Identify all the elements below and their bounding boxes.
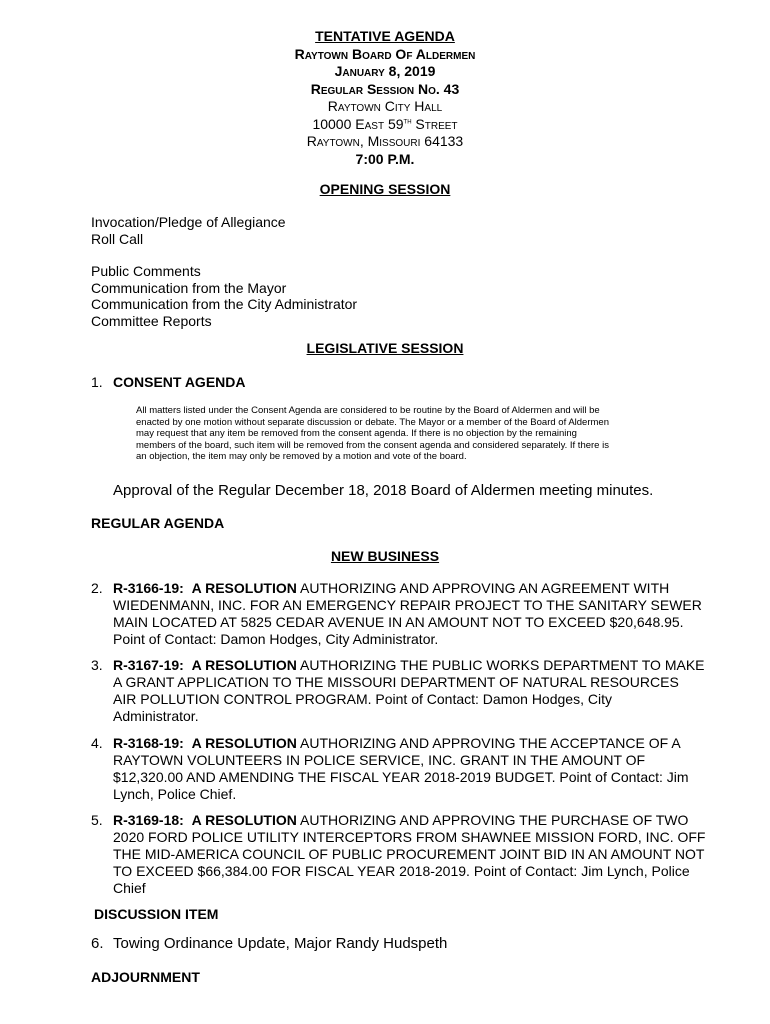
resolution-line: Lynch, Police Chief. (113, 786, 237, 802)
opening-item: Roll Call (91, 230, 144, 247)
resolution-line: Administrator. (113, 708, 199, 724)
meeting-city: Raytown, Missouri 64133 (306, 133, 464, 149)
resolution-code: R-3167-19: (113, 657, 184, 673)
resolution-line: Chief (113, 880, 146, 896)
opening-item: Communication from the Mayor (91, 279, 287, 296)
resolution-label: A RESOLUTION (191, 580, 297, 596)
opening-session-title: OPENING SESSION (319, 181, 451, 197)
consent-note-line: may request that any item be removed from the consent agenda. If there is no objection by the remaining (136, 428, 577, 440)
resolution-line (113, 580, 713, 597)
opening-list-b (91, 263, 357, 329)
legislative-session-title: LEGISLATIVE SESSION (306, 340, 464, 356)
consent-note-line: members of the board, such item will be removed from the consent agenda and considered separately. If there is (136, 439, 609, 451)
resolution-label: A RESOLUTION (191, 657, 297, 673)
consent-number: 1. (91, 374, 103, 390)
resolution-line: A GRANT APPLICATION TO THE MISSOURI DEPARTMENT OF NATURAL RESOURCES (113, 674, 679, 690)
resolution-line: Point of Contact: Damon Hodges, City Administrator. (113, 631, 439, 647)
resolution-label: A RESOLUTION (191, 735, 297, 751)
consent-note-line: enacted by one motion without separate discussion or debate. The Mayor or a member of the Board of Aldermen (136, 416, 609, 428)
resolution-line: TO EXCEED $66,384.00 FOR FISCAL YEAR 2018-2019. Point of Contact: Jim Lynch, Police (113, 863, 690, 879)
resolution-line: AIR POLLUTION CONTROL PROGRAM. Point of Contact: Damon Hodges, City (113, 691, 612, 707)
address-suffix: th (403, 115, 412, 125)
item-number: 4. (91, 735, 103, 751)
resolution-item (113, 812, 713, 897)
opening-item: Public Comments (91, 263, 201, 279)
consent-agenda-title: CONSENT AGENDA (113, 374, 246, 390)
session-number: Regular Session No. 43 (310, 80, 460, 97)
resolution-text: AUTHORIZING AND APPROVING THE ACCEPTANCE OF A (296, 735, 681, 751)
resolution-line: $12,320.00 AND AMENDING THE FISCAL YEAR 2018-2019 BUDGET. Point of Contact: Jim (113, 769, 689, 785)
consent-note (136, 405, 656, 463)
resolution-item (113, 580, 713, 648)
resolution-text: AUTHORIZING AND APPROVING AN AGREEMENT WITH (296, 580, 670, 596)
opening-item: Invocation/Pledge of Allegiance (91, 214, 286, 230)
address-number: 10000 East 59 (312, 115, 404, 132)
agenda-header (0, 28, 770, 168)
discussion-item-title: DISCUSSION ITEM (94, 906, 219, 922)
regular-agenda-title: REGULAR AGENDA (91, 515, 225, 531)
resolution-line: THE MID-AMERICA COUNCIL OF PUBLIC PROCUREMENT JOINT BID IN AN AMOUNT NOT (113, 846, 705, 862)
resolution-text: AUTHORIZING AND APPROVING THE PURCHASE OF TWO (296, 812, 689, 828)
resolution-line (113, 657, 713, 674)
opening-list-a (91, 214, 286, 247)
resolution-line: RAYTOWN VOLUNTEERS IN POLICE SERVICE, INC. GRANT IN THE AMOUNT OF (113, 752, 646, 768)
resolution-code: R-3166-19: (113, 580, 184, 596)
item-number: 5. (91, 812, 103, 828)
resolution-code: R-3169-18: (113, 812, 184, 828)
meeting-date: January 8, 2019 (334, 63, 436, 79)
resolution-item (113, 657, 713, 725)
consent-item-minutes: Approval of the Regular December 18, 2018 Board of Aldermen meeting minutes. (113, 482, 654, 499)
agenda-title: TENTATIVE AGENDA (315, 28, 455, 44)
resolution-item (113, 735, 713, 803)
item-number: 3. (91, 657, 103, 673)
resolution-line: WIEDENMANN, INC. FOR AN EMERGENCY REPAIR PROJECT TO THE SANITARY SEWER (113, 597, 702, 613)
discussion-item: Towing Ordinance Update, Major Randy Hudspeth (113, 935, 448, 952)
consent-note-line: All matters listed under the Consent Agenda are considered to be routine by the Board of Aldermen and will be (136, 405, 600, 416)
resolution-line (113, 812, 713, 829)
discussion-number: 6. (91, 935, 104, 952)
meeting-location: Raytown City Hall (327, 98, 443, 114)
item-number: 2. (91, 580, 103, 596)
meeting-time: 7:00 P.M. (355, 150, 415, 167)
opening-item: Communication from the City Administrator (91, 296, 358, 312)
consent-note-line: an objection, the item may only be removed by a motion and vote of the board. (136, 451, 467, 463)
address-street: Street (411, 115, 458, 132)
adjournment-title: ADJOURNMENT (91, 969, 200, 985)
resolution-line: 2020 FORD POLICE UTILITY INTERCEPTORS FROM SHAWNEE MISSION FORD, INC. OFF (113, 829, 706, 845)
board-name: Raytown Board Of Aldermen (294, 45, 476, 62)
resolution-text: AUTHORIZING THE PUBLIC WORKS DEPARTMENT TO MAKE (296, 657, 705, 673)
resolution-line (113, 735, 713, 752)
resolution-code: R-3168-19: (113, 735, 184, 751)
resolution-label: A RESOLUTION (191, 812, 297, 828)
resolution-line: MAIN LOCATED AT 5825 CEDAR AVENUE IN AN AMOUNT NOT TO EXCEED $20,648.95. (113, 614, 684, 630)
meeting-address (0, 116, 770, 134)
opening-item: Committee Reports (91, 312, 212, 329)
new-business-title: NEW BUSINESS (330, 548, 440, 564)
